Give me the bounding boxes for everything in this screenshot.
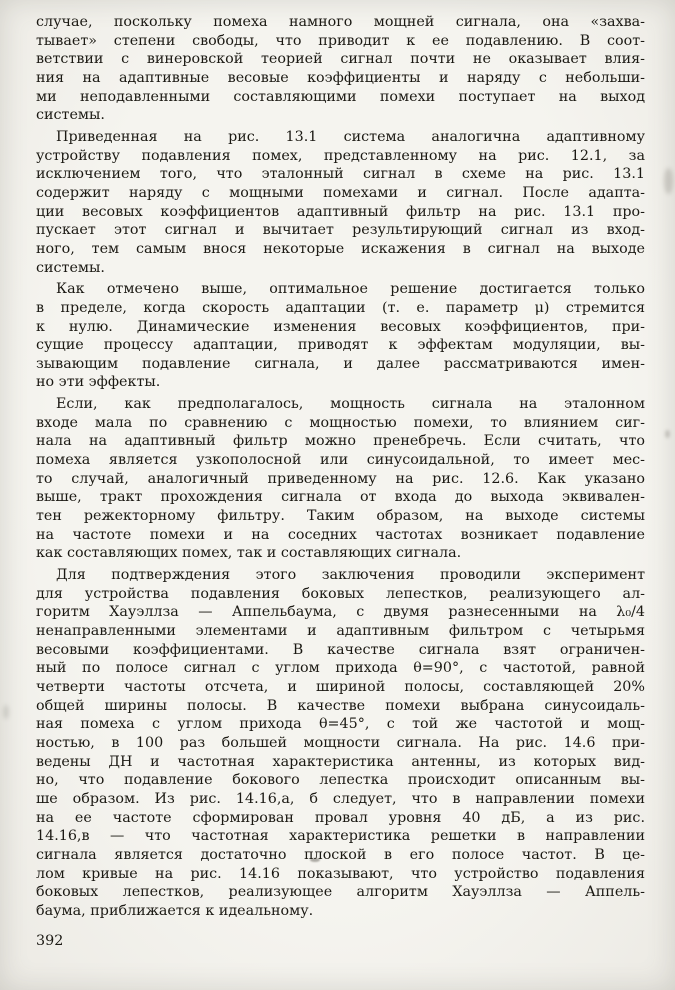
text-line: ше образом. Из рис. 14.16,а, б следует, что в направлении помехи: [36, 790, 645, 807]
text-line: в пределе, когда скорость адаптации (т. е. параметр μ) стремится: [36, 299, 645, 316]
scan-speck: [3, 705, 9, 719]
text-line: ветствии с винеровской теорией сигнал почти не оказывает влия-: [36, 51, 645, 68]
paragraph: [36, 566, 645, 920]
text-line: ми неподавленными составляющими помехи поступает на выход: [36, 88, 645, 105]
paragraph: [36, 395, 645, 563]
text-line: то случай, аналогичный приведенному на рис. 12.6. Как указано: [36, 470, 645, 487]
text-line: четверти частоты отсчета, и шириной полосы, составляющей 20%: [36, 678, 645, 695]
text-line: тывает» степени свободы, что приводит к ее подавлению. В соот-: [36, 32, 645, 49]
body-text: [36, 13, 645, 921]
text-line: ведены ДН и частотная характеристика антенны, из которых вид-: [36, 753, 645, 770]
text-line: Как отмечено выше, оптимальное решение достигается только: [56, 281, 645, 298]
text-line: случае, поскольку помеха намного мощней сигнала, она «захва-: [36, 14, 645, 30]
text-line: ного, тем самым внося некоторые искажения в сигнал на выходе: [36, 240, 645, 257]
text-line: пускает этот сигнал и вычитает результирующий сигнал из вход-: [36, 222, 645, 239]
text-line: Если, как предполагалось, мощность сигнала на эталонном: [56, 396, 645, 413]
text-line: ная помеха с углом прихода θ=45°, с той же частотой и мощ-: [36, 716, 645, 733]
text-line: весовыми коэффициентами. В качестве сигнала взят ограничен-: [36, 641, 645, 658]
scan-speck: [665, 430, 670, 438]
text-line: ния на адаптивные весовые коэффициенты и наряду с небольши-: [36, 69, 645, 86]
text-line: как составляющих помех, так и составляющих сигнала.: [36, 545, 462, 562]
text-line: устройству подавления помех, представленному на рис. 12.1, за: [36, 147, 645, 164]
text-line: но, что подавление бокового лепестка происходит описанным вы-: [36, 772, 645, 789]
text-line: исключением того, что эталонный сигнал в схеме на рис. 13.1: [36, 166, 645, 183]
text-line: нала на адаптивный фильтр можно пренебречь. Если считать, что: [36, 433, 645, 450]
text-line: ностью, в 100 раз большей мощности сигнала. На рис. 14.6 при-: [36, 734, 645, 751]
text-line: 14.16,в — что частотная характеристика решетки в направлении: [36, 828, 645, 845]
paragraph: [36, 280, 645, 392]
text-line: баума, приближается к идеальному.: [36, 902, 314, 919]
text-line: системы.: [36, 259, 105, 276]
text-line: зывающим подавление сигнала, и далее рассматриваются имен-: [36, 355, 645, 372]
text-line: ненаправленными элементами и адаптивным фильтром с четырьмя: [36, 623, 645, 639]
paragraph: [36, 13, 645, 125]
text-line: выше, тракт прохождения сигнала от входа до выхода эквивален-: [36, 489, 645, 506]
text-line: сущие процессу адаптации, приводят к эффектам модуляции, вы-: [36, 337, 645, 354]
text-line: но эти эффекты.: [36, 374, 161, 391]
text-line: сигнала является достаточно плоской в его полосе частот. В це-: [36, 846, 645, 863]
text-line: ции весовых коэффициентов адаптивный фильтр на рис. 13.1 про-: [36, 203, 645, 220]
text-line: Для подтверждения этого заключения проводили эксперимент: [56, 567, 645, 584]
text-line: боковых лепестков, реализующее алгоритм Хауэллза — Аппель-: [36, 884, 645, 901]
text-line: на ее частоте сформирован провал уровня 40 дБ, а из рис.: [36, 809, 645, 826]
paragraph: [36, 128, 645, 277]
text-line: к нулю. Динамические изменения весовых коэффициентов, при-: [36, 318, 645, 335]
text-line: содержит наряду с мощными помехами и сигнал. После адапта-: [36, 184, 645, 201]
text-line: лом кривые на рис. 14.16 показывают, что устройство подавления: [36, 865, 645, 882]
text-line: ный по полосе сигнал с углом прихода θ=90°, с частотой, равной: [36, 660, 645, 677]
scan-speck: [664, 168, 673, 194]
text-line: помеха является узкополосной или синусоидальной, то имеет мес-: [36, 452, 645, 469]
page-number: 392: [36, 932, 64, 949]
text-line: системы.: [36, 107, 105, 124]
text-line: тен режекторному фильтру. Таким образом, на выходе системы: [36, 508, 645, 525]
text-line: горитм Хауэллза — Аппельбаума, с двумя разнесенными на λ₀/4: [36, 604, 645, 621]
text-line: Приведенная на рис. 13.1 система аналогична адаптивному: [56, 128, 645, 145]
text-line: общей ширины полосы. В качестве помехи выбрана синусоидаль-: [36, 697, 645, 714]
text-line: для устройства подавления боковых лепестков, реализующего ал-: [36, 585, 645, 602]
text-line: входе мала по сравнению с мощностью помехи, то влиянием сиг-: [36, 414, 645, 431]
text-line: на частоте помехи и на соседних частотах возникает подавление: [36, 526, 645, 543]
